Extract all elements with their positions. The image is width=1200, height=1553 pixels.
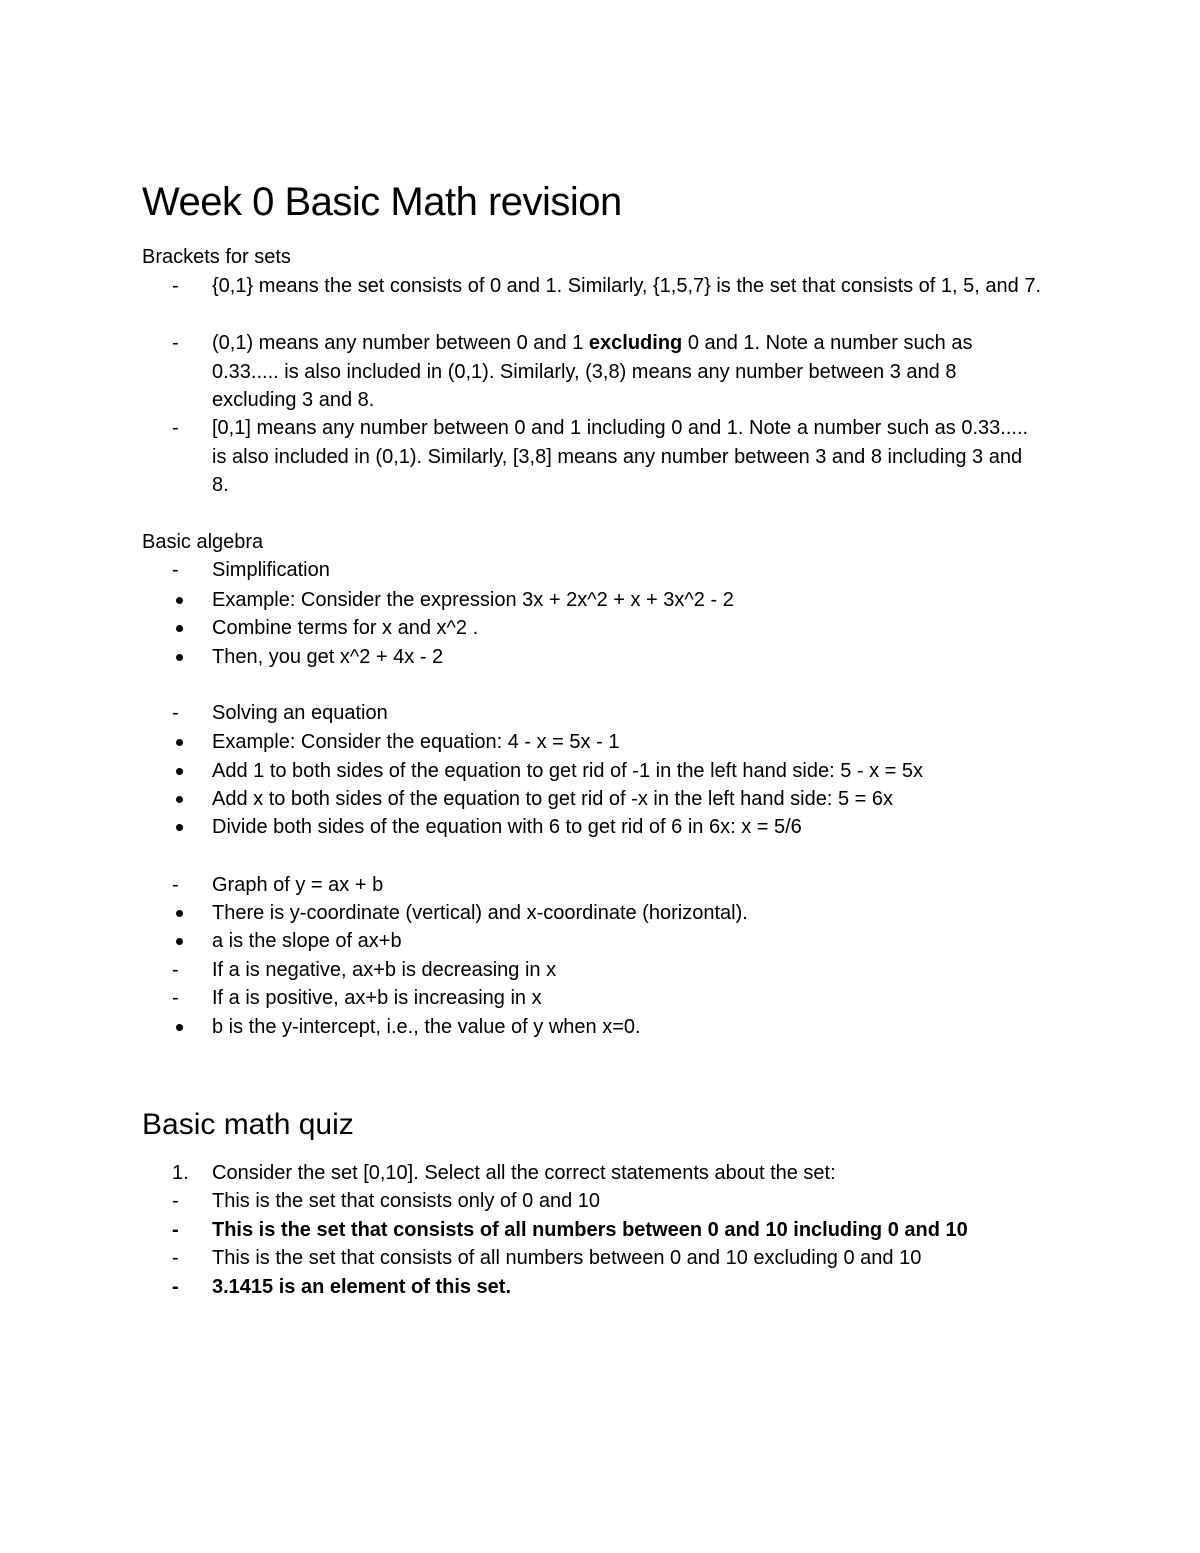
option-text: 3.1415 is an element of this set. — [212, 1276, 512, 1298]
quiz-option-correct — [142, 1216, 1042, 1245]
list-item — [142, 643, 1042, 672]
list-item-text: Example: Consider the expression 3x + 2x^2 + x + 3x^2 - 2 — [212, 589, 734, 611]
text-segment: (0,1) means any number between 0 and 1 — [212, 332, 589, 354]
dash-marker: - — [172, 332, 179, 354]
quiz-option — [142, 1244, 1042, 1273]
list-item-text: Add 1 to both sides of the equation to get rid of -1 in the left hand side: 5 - x = 5x — [212, 760, 924, 782]
question-number: 1. — [172, 1162, 189, 1184]
list-item-text: There is y-coordinate (vertical) and x-coordinate (horizontal). — [212, 902, 748, 924]
list-item — [142, 785, 1042, 814]
option-text: This is the set that consists of all numbers between 0 and 10 excluding 0 and 10 — [212, 1247, 922, 1269]
page-title: Week 0 Basic Math revision — [142, 180, 622, 224]
list-item-text: If a is positive, ax+b is increasing in x — [212, 987, 542, 1009]
dash-marker: - — [172, 874, 179, 896]
list-item — [142, 871, 1042, 900]
list-item-text: [0,1] means any number between 0 and 1 including 0 and 1. Note a number such as 0.33..... is also included in (0,1). Similarly, [3,8] means any number between 3 and 8 including 3 and 8. — [212, 417, 1029, 496]
list-item — [142, 556, 1042, 585]
quiz-option-correct — [142, 1273, 1042, 1302]
list-item-text: Simplification — [212, 559, 330, 581]
list-item — [142, 614, 1042, 643]
text-segment: 0 and 1. Note a number such as 0.33..... is also included in (0,1). Similarly, (3,8) means any number between 3 and 8 excluding 3 and 8. — [212, 332, 973, 411]
list-item-text: Combine terms for x and x^2 . — [212, 617, 479, 639]
list-item — [142, 813, 1042, 842]
list-item — [142, 1013, 1042, 1042]
list-item-text: Solving an equation — [212, 702, 388, 724]
list-item-text: Graph of y = ax + b — [212, 874, 384, 896]
list-item — [142, 927, 1042, 956]
dash-marker: - — [172, 275, 179, 297]
list-item-text: If a is negative, ax+b is decreasing in x — [212, 959, 557, 981]
list-item — [142, 586, 1042, 615]
list-item-text: Divide both sides of the equation with 6 to get rid of 6 in 6x: x = 5/6 — [212, 816, 802, 838]
dash-marker: - — [172, 1219, 179, 1241]
question-text: Consider the set [0,10]. Select all the correct statements about the set: — [212, 1162, 836, 1184]
list-item-text: Add x to both sides of the equation to get rid of -x in the left hand side: 5 = 6x — [212, 788, 893, 810]
quiz-question — [142, 1159, 1042, 1188]
option-text: This is the set that consists only of 0 and 10 — [212, 1190, 600, 1212]
list-item-text: b is the y-intercept, i.e., the value of y when x=0. — [212, 1016, 641, 1038]
dash-marker: - — [172, 559, 179, 581]
dash-marker: - — [172, 702, 179, 724]
dash-marker: - — [172, 1190, 179, 1212]
quiz-heading: Basic math quiz — [142, 1108, 354, 1141]
list-item-text — [212, 329, 1042, 415]
quiz-option — [142, 1187, 1042, 1216]
list-item-text: {0,1} means the set consists of 0 and 1. Similarly, {1,5,7} is the set that consists of 1, 5, and 7. — [212, 275, 1041, 297]
list-item — [142, 699, 1042, 728]
dash-marker: - — [172, 1276, 179, 1298]
list-item — [142, 984, 1042, 1013]
dash-marker: - — [172, 987, 179, 1009]
list-item — [142, 728, 1042, 757]
list-item — [142, 414, 1042, 500]
option-text: This is the set that consists of all numbers between 0 and 10 including 0 and 10 — [212, 1219, 968, 1241]
list-item-text: Example: Consider the equation: 4 - x = 5x - 1 — [212, 731, 620, 753]
algebra-heading: Basic algebra — [142, 531, 264, 553]
list-item — [142, 272, 1042, 301]
dash-marker: - — [172, 417, 179, 439]
list-item-text: a is the slope of ax+b — [212, 930, 402, 952]
dash-marker: - — [172, 1247, 179, 1269]
list-item — [142, 329, 1042, 415]
list-item — [142, 899, 1042, 928]
dash-marker: - — [172, 959, 179, 981]
list-item — [142, 757, 1042, 786]
emphasis-text: excluding — [588, 332, 683, 354]
list-item — [142, 956, 1042, 985]
sets-heading: Brackets for sets — [142, 246, 291, 268]
list-item-text: Then, you get x^2 + 4x - 2 — [212, 646, 444, 668]
